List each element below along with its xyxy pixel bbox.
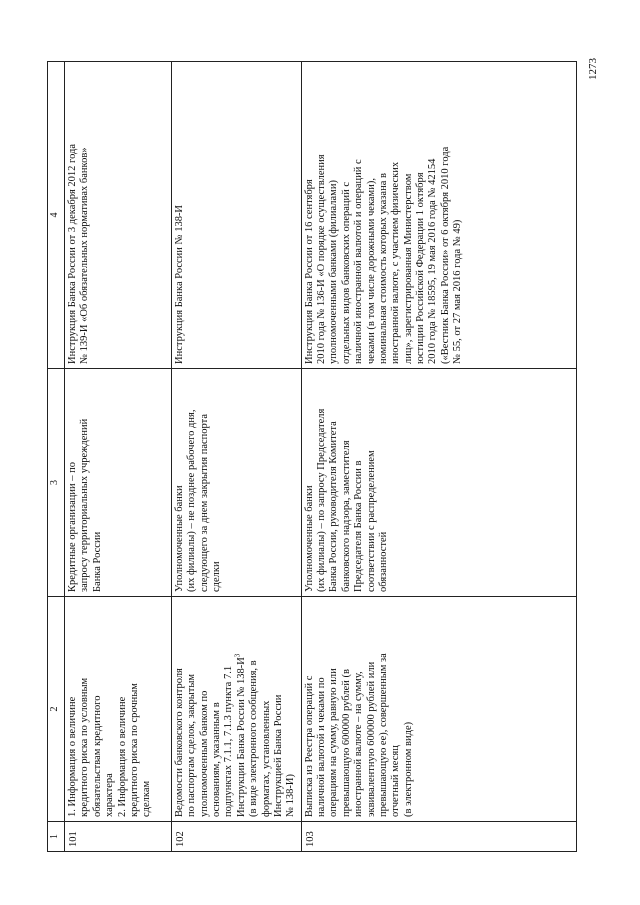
table-row <box>171 62 301 852</box>
row-number: 101 <box>65 822 172 852</box>
cell-text-line: уполномоченным банком по <box>198 690 210 817</box>
cell-text-line: лиц», зарегистрированная Министерством <box>402 173 414 364</box>
cell-text-line: операциям на сумму, равную или <box>328 668 340 817</box>
cell-text-line: наличной валютой и чеками по <box>316 677 328 817</box>
cell-text-line: № 138-И) <box>285 774 297 817</box>
cell-text-line: основаниям, указанным в <box>211 702 222 817</box>
footnote-marker: 3 <box>233 653 242 658</box>
cell-text-line: кредитного риска по срочным <box>128 683 140 817</box>
table-header-row <box>48 62 65 852</box>
cell-text-line: обязательствам кредитного <box>91 695 103 817</box>
cell-text-line: Инструкция Банка России от 3 декабря 2012 года <box>67 143 78 364</box>
cell-text-line: № 55, от 27 мая 2016 года № 49) <box>452 219 464 364</box>
cell-text-line: запросу территориальных учреждений <box>79 418 91 592</box>
cell-text-line: («Вестник Банка России» от 6 октября 2010 года <box>439 146 451 364</box>
cell-text-line: уполномоченными банками (филиалами) <box>328 180 340 364</box>
cell-text-line: Выписка из Реестра операций с <box>303 675 315 817</box>
cell-text-line: банковского надзора, заместителя <box>340 440 352 592</box>
table-row <box>65 62 172 852</box>
cell-text-line: Председателя Банка России в <box>353 460 365 592</box>
cell-text-line: Кредитные организации – по <box>67 461 78 592</box>
cell-text-line: номинальная стоимость которых указана в <box>377 173 389 364</box>
cell-text-line: Инструкцией Банка России <box>272 694 284 817</box>
column-header: 4 <box>48 62 65 369</box>
cell-text-line: (их филиалы) – не позднее рабочего дня, <box>186 409 198 592</box>
cell-text-line: превышающую 600000 рублей (в <box>340 669 352 817</box>
table-row <box>301 62 576 852</box>
cell-text-line: характера <box>104 773 116 817</box>
basis-cell <box>301 62 576 369</box>
submitter-cell <box>65 369 172 597</box>
basis-cell <box>171 62 301 369</box>
cell-text-line: по паспортам сделок, закрытым <box>186 673 198 817</box>
cell-text-line: юстиции Российской Федерации 1 октября <box>415 172 427 364</box>
cell-text-line: Инструкции Банка России № $138-И^3$ <box>233 653 247 817</box>
column-header: 2 <box>48 597 65 822</box>
cell-text-line: наличной иностранной валютой и операций с <box>353 159 365 364</box>
cell-text-line: эквивалентную 600000 рублей или <box>365 661 377 817</box>
cell-text-line: (в виде электронного сообщения, в <box>248 660 260 817</box>
basis-cell <box>65 62 172 369</box>
rotated-table-container <box>47 62 577 852</box>
cell-text-line: чеками (в том числе дорожными чеками), <box>365 178 377 364</box>
document-name-cell <box>65 597 172 822</box>
cell-text-line: (в электронном виде) <box>402 721 414 817</box>
cell-text-line: форматах, установленных <box>260 700 272 817</box>
cell-text-line: следующего за днем закрытия паспорта <box>198 413 210 592</box>
cell-text-line: Банка России, руководителя Комитета <box>328 421 340 592</box>
column-header: 3 <box>48 369 65 597</box>
cell-text-line: Уполномоченные банки <box>173 485 185 592</box>
cell-text-line: превышающую ее), совершенным за <box>377 653 389 817</box>
cell-text-line: иностранной валюте – на сумму, <box>353 671 365 817</box>
cell-text-line: № 139-И «Об обязательных нормативах банков» <box>79 147 91 364</box>
cell-text-line: Банка России <box>91 531 103 592</box>
cell-text-line: (их филиалы) – по запросу Председателя <box>316 408 328 592</box>
cell-text-line: отчетный месяц <box>390 745 402 817</box>
cell-text-line: соответствии с распределением <box>365 450 377 592</box>
row-number: 102 <box>171 822 301 852</box>
document-table <box>47 61 577 852</box>
cell-text-line: 1. Информация о величине <box>67 696 78 817</box>
cell-text-line: кредитного риска по условным <box>79 677 91 817</box>
column-header: 1 <box>48 822 65 852</box>
cell-text-line: Инструкция Банка России от 16 сентября <box>303 179 315 364</box>
cell-text-line: Ведомости банковского контроля <box>173 668 185 817</box>
cell-text-line: Инструкция Банка России № 138-И <box>173 204 185 364</box>
submitter-cell <box>301 369 576 597</box>
cell-text-line: сделкам <box>141 780 153 817</box>
cell-text-line: 2010 года № 18595, 19 мая 2016 года № 42154 <box>427 158 439 364</box>
page-number: 1273 <box>587 58 599 80</box>
cell-text-line: Уполномоченные банки <box>303 485 315 592</box>
document-name-cell <box>301 597 576 822</box>
cell-text-line: иностранной валюте, с участием физических <box>390 161 402 364</box>
cell-text-line: сделки <box>211 561 222 592</box>
cell-text-line: 2. Информация о величине <box>116 696 128 817</box>
document-name-cell <box>171 597 301 822</box>
cell-text-line: 2010 года № 136-И «О порядке осуществления <box>316 154 328 364</box>
cell-text-line: подпунктах 7.1.1, 7.1.3 пункта 7.1 <box>223 665 235 817</box>
cell-text-line: отдельных видов банковских операций с <box>340 181 352 364</box>
row-number: 103 <box>301 822 576 852</box>
cell-text-line: обязанностей <box>377 531 389 592</box>
submitter-cell <box>171 369 301 597</box>
